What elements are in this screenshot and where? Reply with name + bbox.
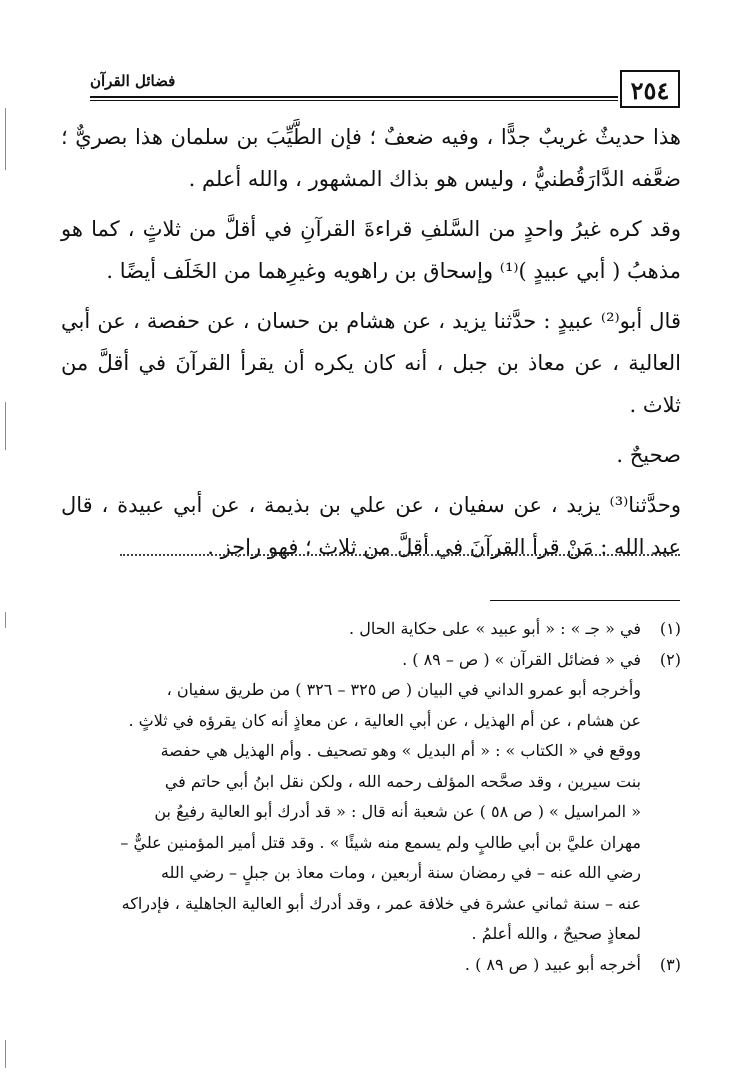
page-number: ٢٥٤ xyxy=(620,70,680,108)
paragraph: صحيحٌ . xyxy=(616,443,681,467)
footnote-rule xyxy=(490,600,680,601)
page-edge-mark xyxy=(5,612,6,628)
footnote-body xyxy=(57,645,641,950)
page-edge-mark xyxy=(5,1040,6,1068)
footnote xyxy=(57,645,681,950)
footnote-number: (٣) xyxy=(659,954,681,974)
page-edge-mark xyxy=(5,108,6,170)
footnote-line: أخرجه أبو عبيد ( ص ٨٩ ) . xyxy=(464,954,641,974)
main-text xyxy=(61,116,681,576)
footnotes xyxy=(57,614,681,980)
footnote-number: (٢) xyxy=(659,649,681,669)
footnote xyxy=(57,950,681,981)
footnote-line: رضي الله عنه – في رمضان سنة أربعين ، ومات معاذ بن جبلٍ – رضي الله xyxy=(160,863,641,882)
footnote-line: في « جـ » : « أبو عبيد » على حكاية الحال . xyxy=(349,619,641,638)
footnote-line: عن هشام ، عن أم الهذيل ، عن أبي العالية ، عن معاذٍ أنه كان يقرؤه في ثلاثٍ . xyxy=(128,710,641,730)
footnote-body xyxy=(57,614,641,645)
footnote-line: بنت سيرين ، وقد صحَّحه المؤلف رحمه الله ، ولكن نقل ابنُ أبي حاتم في xyxy=(164,771,641,791)
footnote-line: مهران عليَّ بن أبي طالبٍ ولم يسمع منه شيئًا » . وقد قتل أمير المؤمنين عليٌّ – xyxy=(120,832,641,852)
paragraph: قال أبو⁽²⁾ عبيدٍ : حدَّثنا يزيد ، عن هشام بن حسان ، عن حفصة ، عن أبي العالية ، عن معاذ بن جبل ، أنه كان يكره أن يقرأ القرآنَ في أقلَّ من ثلاث . xyxy=(61,309,681,417)
paragraph: هذا حديثٌ غريبٌ جدًّا ، وفيه ضعفٌ ؛ فإن الطَّيِّبَ بن سلمان هذا بصريٌّ ؛ ضعَّفه الدَّارَقُطنيُّ ، وليس هو بذاك المشهور ، والله أعلم . xyxy=(61,125,681,191)
footnote-line: « المراسيل » ( ص ٥٨ ) عن شعبة أنه قال : « قد أدرك أبو العالية رفيعُ بن xyxy=(154,802,641,821)
page-edge-mark xyxy=(5,402,6,450)
footnote-line: لمعاذٍ صحيحٌ ، والله أعلمُ . xyxy=(471,924,641,943)
page-header xyxy=(90,70,680,110)
footnote-line: عنه – سنة ثماني عشرة في خلافة عمر ، وقد أدرك أبو العالية الجاهلية ، فإدراكه xyxy=(121,893,641,913)
footnote-body xyxy=(57,950,641,981)
footnote-line: ووقع في « الكتاب » : « أم البديل » وهو تصحيف . وأم الهذيل هي حفصة xyxy=(160,741,641,760)
footnote-line: في « فضائل القرآن » ( ص – ٨٩ ) . xyxy=(402,649,641,669)
paragraph: وقد كره غيرُ واحدٍ من السَّلفِ قراءةَ القرآنِ في أقلَّ من ثلاثٍ ، كما هو مذهبُ ( أبي عبيدٍ )⁽¹⁾ وإسحاق بن راهويه وغيرِهما من الخَلَف أيضًا . xyxy=(61,217,681,283)
paragraph: وحدَّثنا⁽³⁾ يزيد ، عن سفيان ، عن علي بن بذيمة ، عن أبي عبيدة ، قال عبد الله : مَنْ قرأ القرآنَ في أقلَّ من ثلاث ؛ فهو راجز . xyxy=(61,493,681,559)
dotted-separator xyxy=(120,554,680,558)
footnote-number: (١) xyxy=(659,619,681,638)
footnote xyxy=(57,614,681,645)
running-title: فضائل القرآن xyxy=(90,72,176,90)
header-rule xyxy=(90,96,618,101)
footnote-line: وأخرجه أبو عمرو الداني في البيان ( ص ٣٢٥ – ٣٢٦ ) من طريق سفيان ، xyxy=(166,680,641,699)
